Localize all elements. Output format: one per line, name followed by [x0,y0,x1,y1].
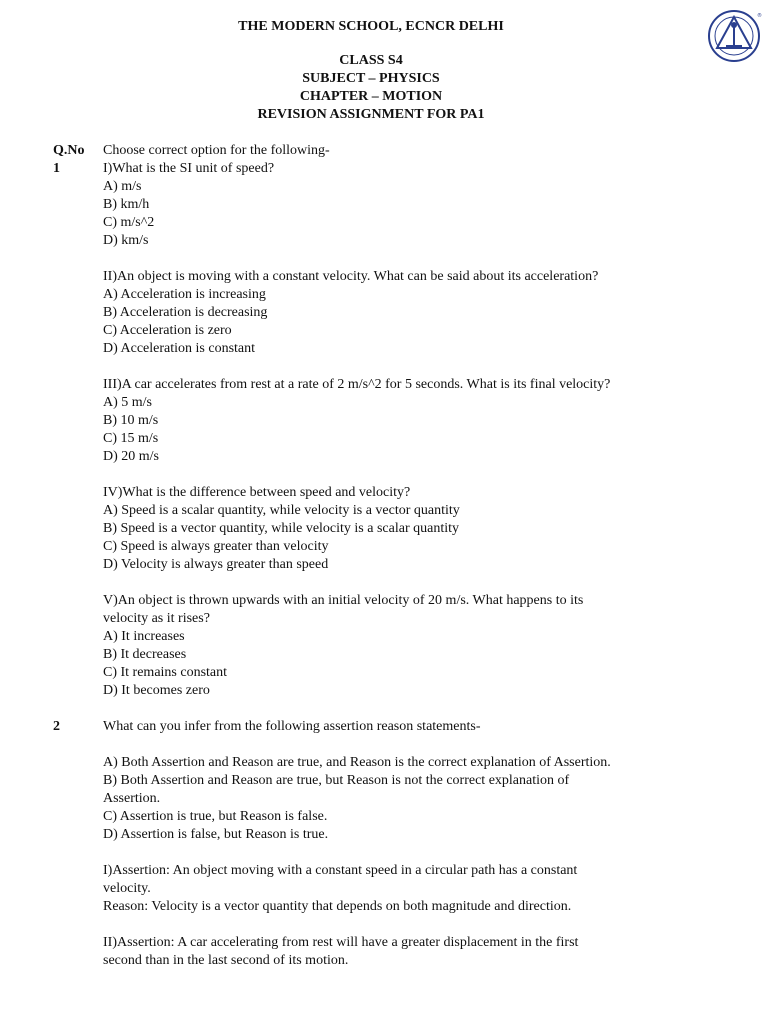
line-text: A) Acceleration is increasing [103,287,266,302]
question-list [0,142,768,970]
line-text: B) Speed is a vector quantity, while velocity is a scalar quantity [103,521,459,536]
document-line [0,340,768,358]
line-text: III)A car accelerates from rest at a rate of 2 m/s^2 for 5 seconds. What is its final velocity? [103,377,611,392]
document-line [0,322,768,340]
document-line [0,520,768,538]
question-number: 2 [53,719,60,734]
document-line [0,592,768,610]
document-line [0,808,768,826]
document-line [0,772,768,790]
line-text: A) It increases [103,629,185,644]
document-line [0,826,768,844]
document-line [0,142,768,160]
line-text: C) Acceleration is zero [103,323,232,338]
document-line [0,178,768,196]
line-text: Reason: Velocity is a vector quantity that depends on both magnitude and direction. [103,899,572,914]
svg-text:®: ® [757,13,762,19]
line-text: B) Both Assertion and Reason are true, but Reason is not the correct explanation of [103,773,570,788]
line-text: B) Acceleration is decreasing [103,305,268,320]
document-line [0,286,768,304]
line-text: D) km/s [103,233,149,248]
line-text: D) Velocity is always greater than speed [103,557,329,572]
document-line [0,502,768,520]
document-line [0,268,768,286]
line-text: II)Assertion: A car accelerating from rest will have a greater displacement in the first [103,935,579,950]
document-line [0,952,768,970]
document-line [0,304,768,322]
line-text: I)What is the SI unit of speed? [103,161,275,176]
line-text: A) Speed is a scalar quantity, while velocity is a vector quantity [103,503,460,518]
document-line [0,664,768,682]
line-text: II)An object is moving with a constant velocity. What can be said about its acceleration? [103,269,599,284]
blank-line [0,574,768,592]
line-text: Assertion. [103,791,161,806]
line-text: A) m/s [103,179,142,194]
chapter-title: CHAPTER – MOTION [299,89,443,104]
document-line [0,880,768,898]
line-text: C) It remains constant [103,665,228,680]
document-line [0,376,768,394]
document-line [0,214,768,232]
line-text: C) Assertion is true, but Reason is false. [103,809,328,824]
question-number: Q.No [53,143,85,158]
document-line [0,412,768,430]
document-line [0,610,768,628]
blank-line [0,358,768,376]
line-text: IV)What is the difference between speed and velocity? [103,485,411,500]
blank-line [0,916,768,934]
blank-line [0,700,768,718]
line-text: velocity as it rises? [103,611,210,626]
line-text: velocity. [103,881,151,896]
document-header [0,18,742,124]
line-text: B) It decreases [103,647,187,662]
document-line [0,682,768,700]
document-line [0,718,768,736]
line-text: C) 15 m/s [103,431,159,446]
line-text: D) It becomes zero [103,683,210,698]
line-text: D) Acceleration is constant [103,341,256,356]
document-line [0,628,768,646]
document-line [0,232,768,250]
assignment-title: REVISION ASSIGNMENT FOR PA1 [257,107,485,122]
line-text: second than in the last second of its motion. [103,953,349,968]
document-line [0,934,768,952]
document-line [0,538,768,556]
school-emblem-icon [706,8,762,64]
line-text: A) 5 m/s [103,395,152,410]
document-line [0,790,768,808]
blank-line [0,250,768,268]
line-text: C) m/s^2 [103,215,155,230]
subject-title: SUBJECT – PHYSICS [302,71,440,86]
document-line [0,430,768,448]
blank-line [0,736,768,754]
line-text: Choose correct option for the following- [103,143,330,158]
document-line [0,394,768,412]
line-text: D) 20 m/s [103,449,159,464]
line-text: A) Both Assertion and Reason are true, and Reason is the correct explanation of Assertion. [103,755,611,770]
document-line [0,556,768,574]
line-text: B) km/h [103,197,150,212]
document-line [0,196,768,214]
document-line [0,898,768,916]
question-number: 1 [53,161,60,176]
line-text: I)Assertion: An object moving with a constant speed in a circular path has a constant [103,863,578,878]
blank-line [0,466,768,484]
line-text: V)An object is thrown upwards with an initial velocity of 20 m/s. What happens to its [103,593,584,608]
class-title: CLASS S4 [339,53,403,68]
line-text: What can you infer from the following assertion reason statements- [103,719,481,734]
document-line [0,646,768,664]
document-line [0,160,768,178]
line-text: D) Assertion is false, but Reason is true. [103,827,329,842]
blank-line [0,844,768,862]
document-line [0,448,768,466]
line-text: B) 10 m/s [103,413,159,428]
document-line [0,862,768,880]
document-line [0,754,768,772]
line-text: C) Speed is always greater than velocity [103,539,329,554]
school-name: THE MODERN SCHOOL, ECNCR DELHI [238,19,504,34]
document-line [0,484,768,502]
